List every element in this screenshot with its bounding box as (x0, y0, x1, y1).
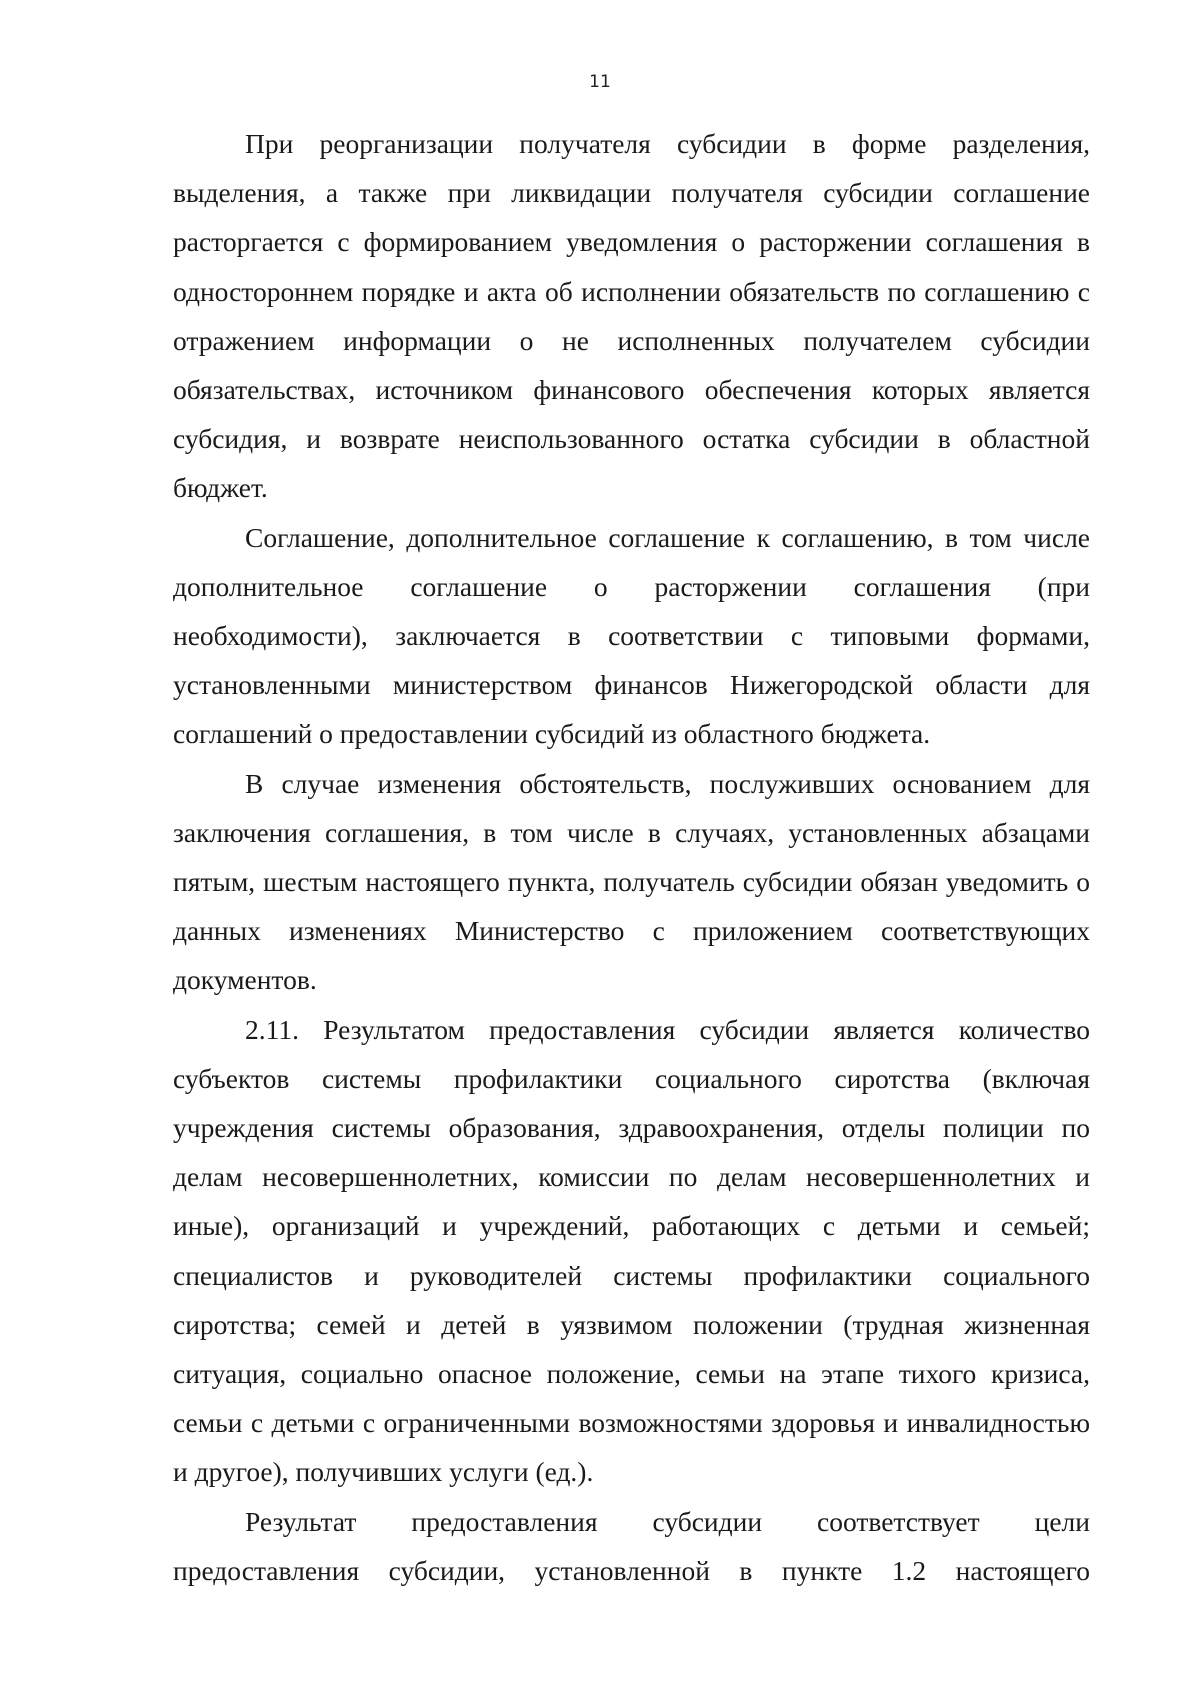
paragraph-reorganization: При реорганизации получателя субсидии в форме разделения, выделения, а также при ликвидации получателя субсидии соглашение расторгается с формированием уведомления о расторжении соглашения в одностороннем порядке и акта об исполнении обязательств по соглашению с отражением информации о не исполненных получателем субсидии обязательствах, источником финансового обеспечения которых является субсидия, и возврате неиспользованного остатка субсидии в областной бюджет. (173, 128, 1090, 504)
paragraph-circumstances-change: В случае изменения обстоятельств, послуживших основанием для заключения соглашения, в том числе в случаях, установленных абзацами пятым, шестым настоящего пункта, получатель субсидии обязан уведомить о данных изменениях Министерство с приложением соответствующих документов. (173, 767, 1090, 996)
document-body (173, 119, 1090, 1595)
paragraph-result-goal: Результат предоставления субсидии соответствует цели предоставления субсидии, установленной в пункте 1.2 настоящего (173, 1505, 1090, 1586)
page-number: 11 (589, 72, 611, 92)
paragraph-subsidy-result: 2.11. Результатом предоставления субсидии является количество субъектов системы профилактики социального сиротства (включая учреждения системы образования, здравоохранения, отделы полиции по делам несовершеннолетних, комиссии по делам несовершеннолетних и иные), организаций и учреждений, работающих с детьми и семьей; специалистов и руководителей системы профилактики социального сиротства; семей и детей в уязвимом положении (трудная жизненная ситуация, социально опасное положение, семьи на этапе тихого кризиса, семьи с детьми с ограниченными возможностями здоровья и инвалидностью и другое), получивших услуги (ед.). (173, 1013, 1090, 1488)
paragraph-agreement-forms: Соглашение, дополнительное соглашение к соглашению, в том числе дополнительное соглашение о расторжении соглашения (при необходимости), заключается в соответствии с типовыми формами, установленными министерством финансов Нижегородской области для соглашений о предоставлении субсидий из областного бюджета. (173, 521, 1090, 750)
